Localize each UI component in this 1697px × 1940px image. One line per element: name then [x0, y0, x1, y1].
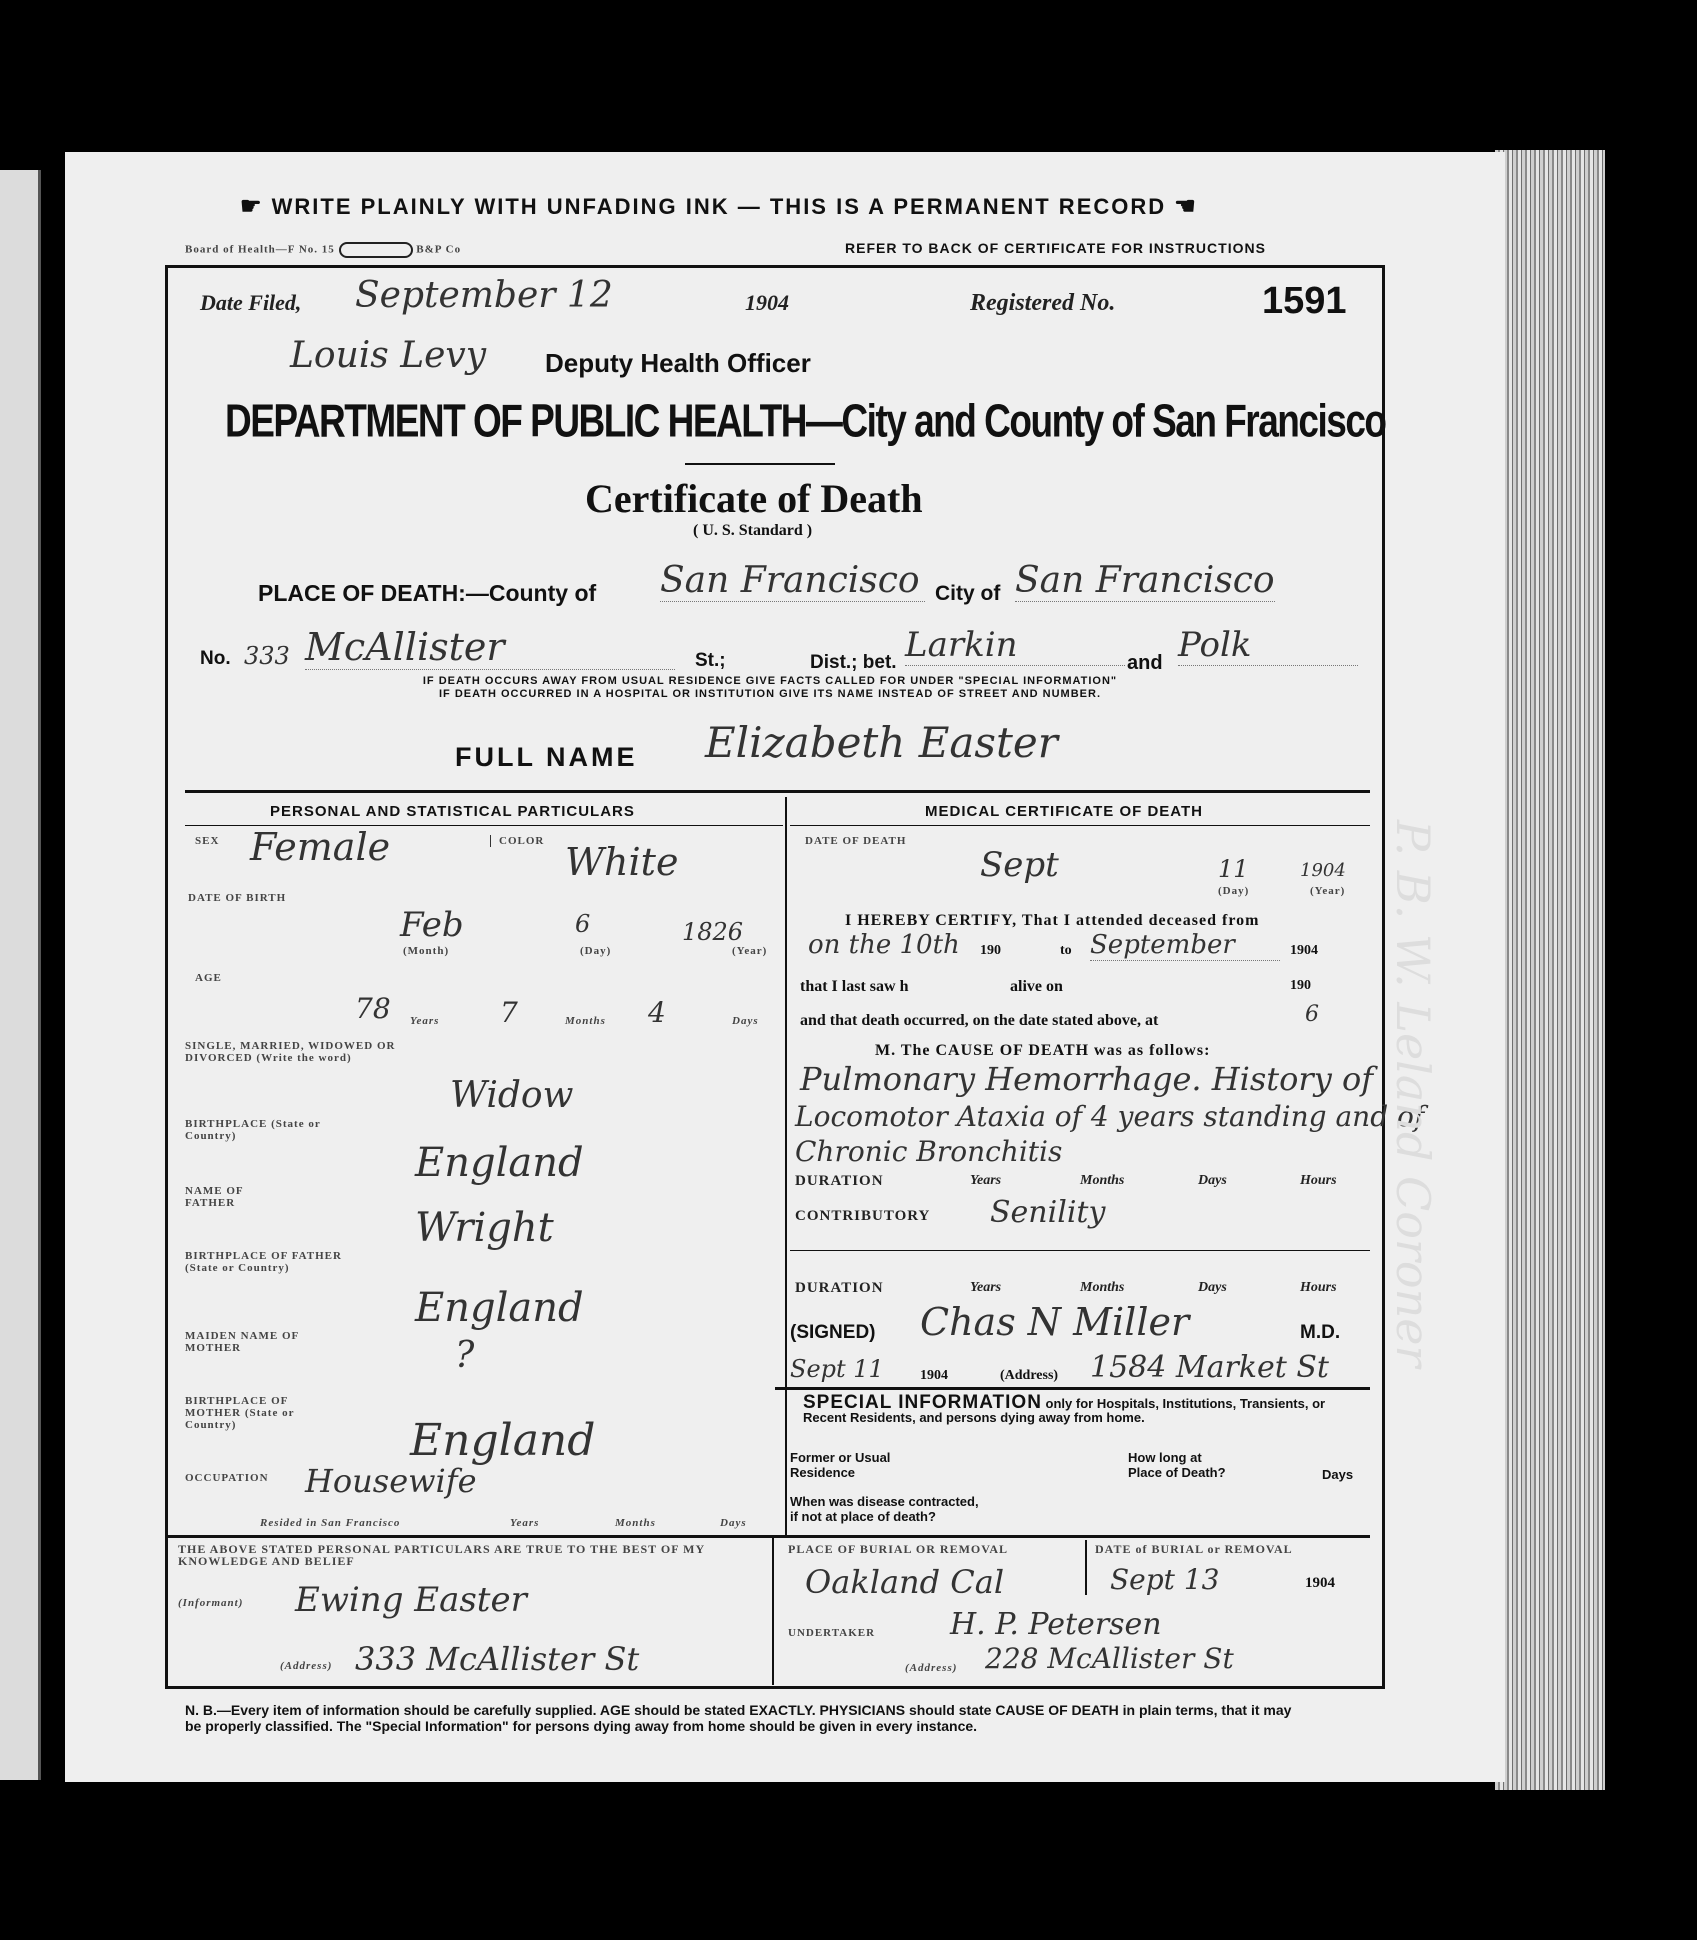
registered-label: Registered No. [970, 290, 1116, 316]
informant-address-label: (Address) [280, 1660, 333, 1672]
physician-signature: Chas N Miller [920, 1300, 1190, 1344]
informant-label: (Informant) [178, 1597, 244, 1609]
street-name: McAllister [305, 625, 675, 670]
personal-bottom-rule [168, 1535, 783, 1538]
informant-address: 333 McAllister St [355, 1640, 640, 1678]
dob-label: DATE OF BIRTH [188, 892, 287, 904]
alive-on-text: alive on [1010, 978, 1063, 995]
resided-days-label: Days [720, 1517, 747, 1529]
to-label: to [1060, 943, 1072, 958]
dod-year: 1904 [1300, 860, 1346, 881]
burial-place: Oakland Cal [805, 1563, 1005, 1601]
cause-line-3: Chronic Bronchitis [795, 1135, 1063, 1168]
between-street-1: Larkin [905, 625, 1125, 666]
special-heading: SPECIAL INFORMATION [803, 1392, 1042, 1413]
dob-year-label: (Year) [732, 945, 768, 957]
duration-2-months-label: Months [1080, 1280, 1125, 1295]
cause-text: M. The CAUSE OF DEATH was as follows: [875, 1042, 1211, 1059]
md-label: M.D. [1300, 1322, 1341, 1343]
resided-months-label: Months [615, 1517, 656, 1529]
duration-days-label: Days [1198, 1173, 1227, 1188]
officer-signature: Louis Levy [290, 335, 487, 376]
undertaker-name: H. P. Petersen [950, 1607, 1162, 1642]
officer-title: Deputy Health Officer [545, 348, 811, 378]
undertaker-address: 228 McAllister St [985, 1642, 1234, 1675]
from-year-label: 190 [980, 943, 1001, 958]
death-occurred-text: and that death occurred, on the date stated above, at [800, 1012, 1159, 1029]
date-filed-label: Date Filed, [200, 290, 302, 315]
attended-to-year: 1904 [1290, 943, 1318, 958]
dod-month: Sept [980, 845, 1059, 885]
section-divider [185, 790, 1370, 793]
union-label-seal [339, 242, 413, 258]
pointing-hand-icon: ☚ [1174, 193, 1198, 220]
death-hour: 6 [1305, 1002, 1319, 1027]
medical-heading: MEDICAL CERTIFICATE OF DEATH [925, 803, 1203, 820]
column-divider [785, 797, 787, 1537]
pointing-hand-icon: ☛ [240, 193, 264, 220]
how-long-label: How long at Place of Death? [1128, 1450, 1226, 1480]
burial-top-rule [775, 1535, 1370, 1538]
duration-label-2: DURATION [795, 1280, 884, 1296]
burial-date: Sept 13 [1110, 1563, 1220, 1596]
dob-month: Feb [400, 905, 464, 945]
contributory-label: CONTRIBUTORY [795, 1208, 931, 1224]
age-days: 4 [648, 996, 666, 1029]
marital-label: SINGLE, MARRIED, WIDOWED OR DIVORCED (Write the word) [185, 1040, 396, 1064]
mother-birthplace-label: BIRTHPLACE OF MOTHER (State or Country) [185, 1395, 295, 1431]
marital-value: Widow [450, 1075, 574, 1116]
resided-label: Resided in San Francisco [260, 1517, 401, 1529]
footnote: N. B.—Every item of information should be carefully supplied. AGE should be stated EXACTLY. PHYSICIANS should state CAUSE OF DEATH in plain terms, that it may be properly classified. The "Special Information" for persons dying away from home should be given in every instance. [185, 1702, 1292, 1734]
st-label: St.; [695, 650, 726, 671]
age-years: 78 [355, 992, 391, 1025]
birthplace-label: BIRTHPLACE (State or Country) [185, 1118, 321, 1142]
color-value: White [565, 840, 679, 884]
mother-label: MAIDEN NAME OF MOTHER [185, 1330, 299, 1354]
sex-label: SEX [195, 835, 220, 847]
age-months: 7 [500, 996, 518, 1029]
warning-text: WRITE PLAINLY WITH UNFADING INK — THIS IS A PERMANENT RECORD [271, 194, 1167, 219]
informant-name: Ewing Easter [295, 1580, 527, 1620]
title-divider [685, 463, 835, 465]
dod-day-label: (Day) [1218, 885, 1250, 897]
mother-value: ? [455, 1335, 475, 1376]
duration-years-label: Years [970, 1173, 1002, 1188]
column-divider-lower [772, 1537, 774, 1685]
contributory-rule [790, 1250, 1370, 1251]
burial-divider [1085, 1540, 1087, 1595]
physician-address: 1584 Market St [1090, 1350, 1329, 1385]
warning-banner [240, 192, 1340, 221]
undertaker-address-label: (Address) [905, 1662, 958, 1674]
attended-to: September [1090, 930, 1280, 961]
city-value: San Francisco [1015, 560, 1275, 601]
cause-line-2: Locomotor Ataxia of 4 years standing and of [795, 1100, 1425, 1133]
burial-date-label: DATE of BURIAL or REMOVAL [1095, 1542, 1293, 1556]
duration-2-days-label: Days [1198, 1280, 1227, 1295]
dod-label: DATE OF DEATH [805, 835, 907, 847]
date-filed-value: September 12 [355, 275, 613, 316]
certificate-title: Certificate of Death [585, 476, 923, 521]
resided-years-label: Years [510, 1517, 540, 1529]
occupation-label: OCCUPATION [185, 1472, 269, 1484]
dod-day: 11 [1218, 855, 1249, 883]
duration-label: DURATION [795, 1173, 884, 1189]
medical-heading-rule [790, 825, 1370, 826]
how-long-days-label: Days [1322, 1467, 1354, 1482]
special-top-rule [775, 1387, 1370, 1390]
birthplace-value: England [415, 1140, 584, 1186]
father-value: Wright [415, 1205, 554, 1251]
sex-value: Female [250, 825, 391, 869]
dob-year: 1826 [682, 918, 744, 946]
special-subheading: only for Hospitals, Institutions, Transients, or Recent Residents, and persons dying away from home. [803, 1396, 1326, 1425]
undertaker-label: UNDERTAKER [788, 1627, 876, 1639]
filed-year: 1904 [745, 290, 789, 315]
signed-year: 1904 [920, 1368, 948, 1383]
between-street-2: Polk [1178, 625, 1358, 666]
place-of-death-label: PLACE OF DEATH:—County of [258, 580, 597, 606]
informant-statement: THE ABOVE STATED PERSONAL PARTICULARS ARE TRUE TO THE BEST OF MY KNOWLEDGE AND BELIEF [178, 1542, 705, 1568]
dod-year-label: (Year) [1310, 885, 1346, 897]
page-stack-edge [1495, 150, 1605, 1790]
burial-year: 1904 [1305, 1575, 1335, 1591]
residence-notes: IF DEATH OCCURS AWAY FROM USUAL RESIDENCE GIVE FACTS CALLED FOR UNDER "SPECIAL INFORMATION" IF DEATH OCCURRED IN A HOSPITAL OR INSTITUTION GIVE ITS NAME INSTEAD OF STREET AND NUMBER. [422, 675, 1118, 700]
father-label: NAME OF FATHER [185, 1185, 244, 1209]
father-birthplace-label: BIRTHPLACE OF FATHER (State or Country) [185, 1250, 342, 1274]
certify-text: I HEREBY CERTIFY, That I attended deceased from [845, 912, 1260, 929]
former-residence-label: Former or Usual Residence [790, 1450, 891, 1480]
full-name-label: FULL NAME [455, 742, 638, 772]
last-saw-text: that I last saw h [800, 978, 909, 995]
left-page-edge [0, 170, 41, 1780]
physician-address-label: (Address) [1000, 1368, 1059, 1383]
duration-months-label: Months [1080, 1173, 1125, 1188]
age-years-label: Years [410, 1015, 440, 1027]
age-label: AGE [195, 972, 222, 984]
and-label: and [1127, 652, 1163, 674]
dob-day: 6 [575, 910, 591, 938]
duration-2-hours-label: Hours [1300, 1280, 1337, 1295]
form-number: Board of Health—F No. 15 B&P Co [185, 242, 461, 258]
duration-2-years-label: Years [970, 1280, 1002, 1295]
dob-month-label: (Month) [403, 945, 450, 957]
duration-hours-label: Hours [1300, 1173, 1337, 1188]
color-label: COLOR [490, 835, 544, 847]
special-heading-block [803, 1392, 1363, 1425]
cause-line-1: Pulmonary Hemorrhage. History of [800, 1060, 1374, 1098]
standard-note: ( U. S. Standard ) [693, 522, 813, 539]
signed-label: (SIGNED) [790, 1322, 876, 1343]
full-name-value: Elizabeth Easter [705, 718, 1058, 767]
alive-year-label: 190 [1290, 978, 1311, 993]
contracted-label: When was disease contracted, if not at place of death? [790, 1494, 979, 1524]
age-months-label: Months [565, 1015, 606, 1027]
county-value: San Francisco [660, 560, 925, 602]
street-number-label: No. [200, 648, 231, 669]
burial-place-label: PLACE OF BURIAL OR REMOVAL [788, 1542, 1009, 1556]
coroner-margin-note: P. B. W. Leland Coroner [1386, 820, 1440, 1368]
signed-date: Sept 11 [790, 1355, 884, 1383]
contributory-value: Senility [990, 1195, 1106, 1230]
city-label: City of [935, 582, 1001, 605]
district-label: Dist.; bet. [810, 652, 897, 673]
department-title: DEPARTMENT OF PUBLIC HEALTH—City and County of San Francisco [225, 395, 1386, 447]
registered-number: 1591 [1262, 280, 1347, 322]
father-birthplace-value: England [415, 1285, 584, 1331]
occupation-value: Housewife [305, 1462, 477, 1500]
instructions-note: REFER TO BACK OF CERTIFICATE FOR INSTRUCTIONS [845, 240, 1266, 256]
age-days-label: Days [732, 1015, 759, 1027]
personal-heading: PERSONAL AND STATISTICAL PARTICULARS [270, 803, 635, 820]
attended-from: on the 10th [808, 930, 960, 960]
street-number: 333 [244, 642, 290, 670]
mother-birthplace-value: England [410, 1415, 596, 1466]
dob-day-label: (Day) [580, 945, 612, 957]
